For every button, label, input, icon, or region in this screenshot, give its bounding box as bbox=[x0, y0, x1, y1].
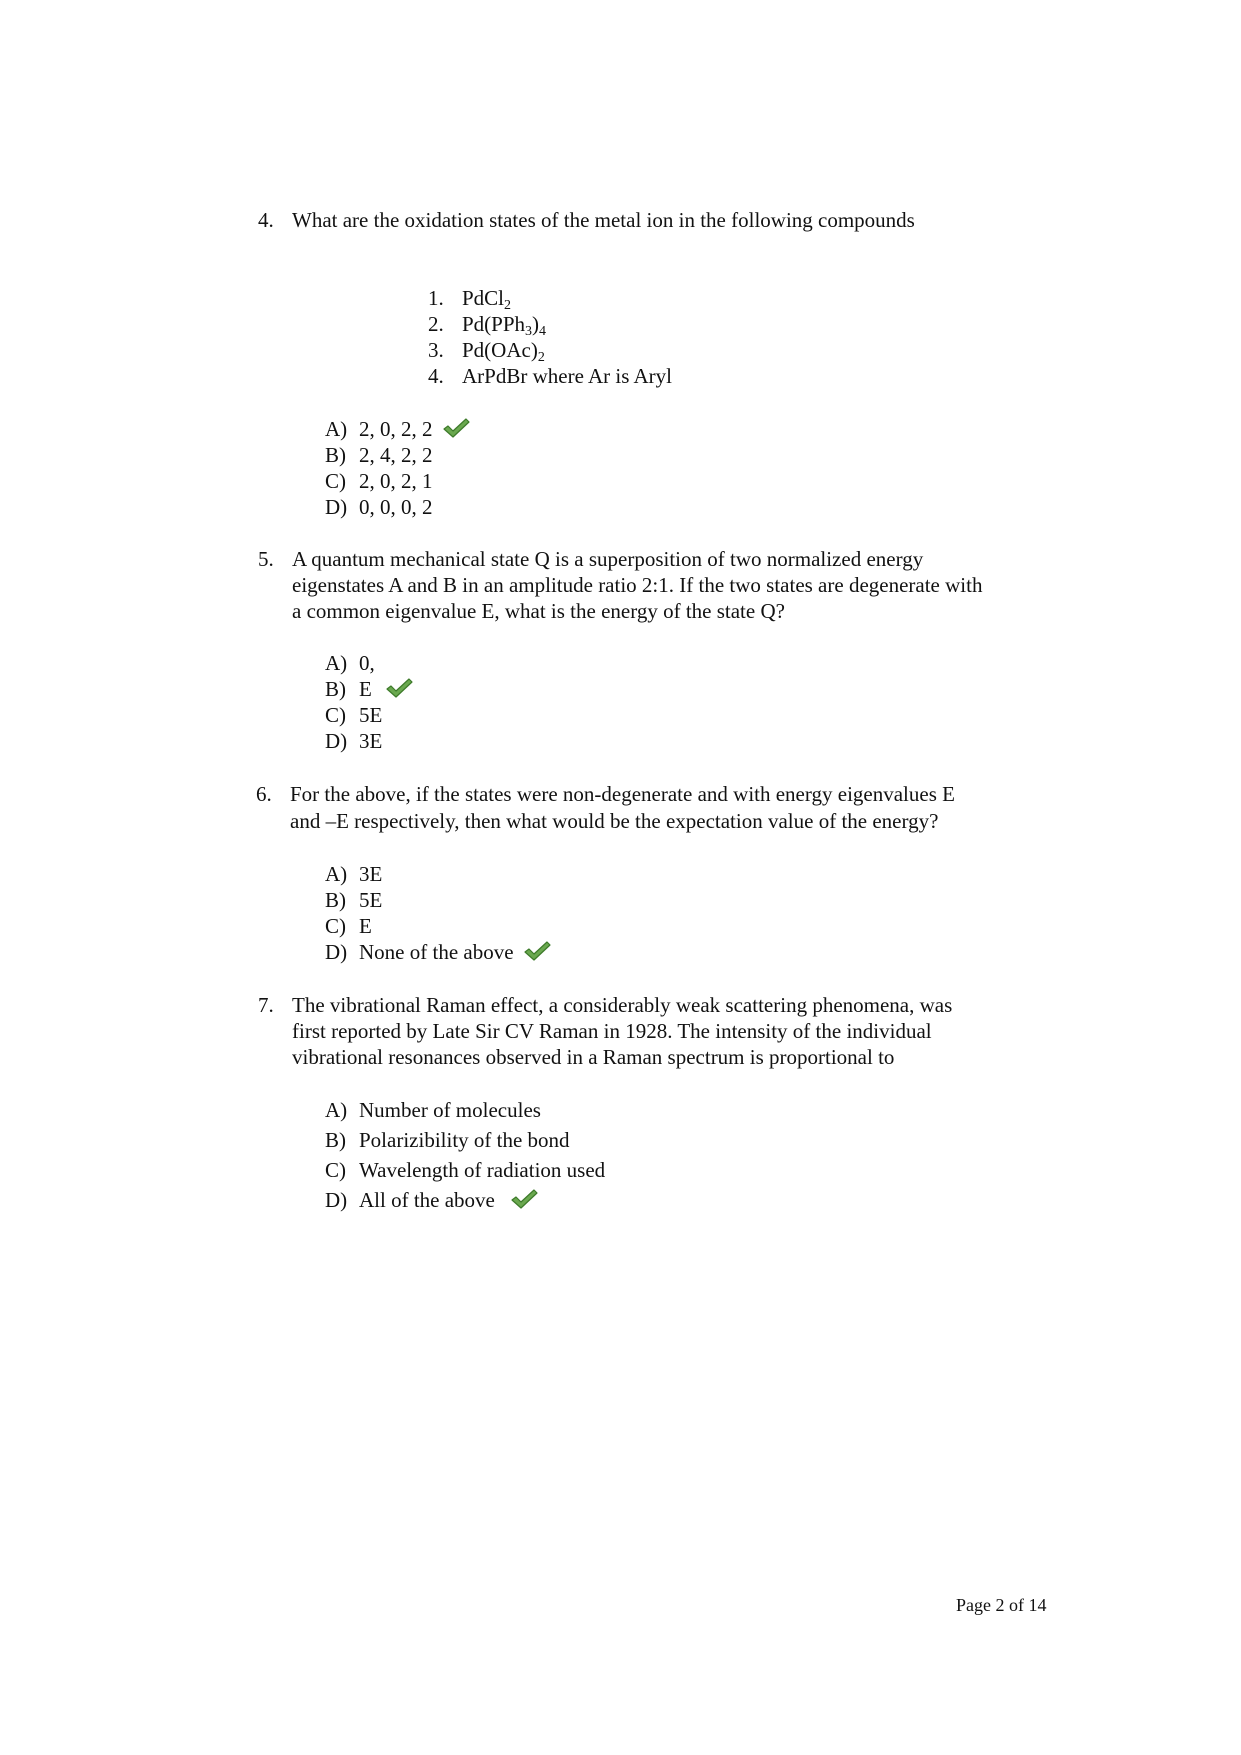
question-text-line: A quantum mechanical state Q is a superposition of two normalized energy bbox=[292, 547, 924, 571]
compound-item: 3. $Pd(OAc)_2$ bbox=[428, 338, 545, 365]
option-b[interactable]: B) 5E bbox=[325, 888, 383, 912]
question-text-line: and –E respectively, then what would be the expectation value of the energy? bbox=[290, 809, 939, 833]
question-text-line: first reported by Late Sir CV Raman in 1928. The intensity of the individual bbox=[292, 1019, 932, 1043]
option-d[interactable]: D) None of the above bbox=[325, 939, 551, 965]
option-a[interactable]: A) 2, 0, 2, 2 bbox=[325, 416, 470, 442]
question-number: 6. bbox=[256, 782, 272, 806]
checkmark-icon bbox=[442, 416, 470, 440]
option-a[interactable]: A) 0, bbox=[325, 651, 375, 675]
question-text-line: a common eigenvalue E, what is the energy of the state Q? bbox=[292, 599, 785, 623]
question-number: 7. bbox=[258, 993, 274, 1017]
option-c[interactable]: C) E bbox=[325, 914, 372, 938]
option-b[interactable]: B) 2, 4, 2, 2 bbox=[325, 443, 433, 467]
question-text: What are the oxidation states of the metal ion in the following compounds bbox=[292, 208, 915, 232]
question-text-line: eigenstates A and B in an amplitude ratio 2:1. If the two states are degenerate with bbox=[292, 573, 983, 597]
option-d[interactable]: D) All of the above bbox=[325, 1187, 538, 1213]
question-text-line: vibrational resonances observed in a Raman spectrum is proportional to bbox=[292, 1045, 895, 1069]
option-b[interactable]: B) Polarizibility of the bond bbox=[325, 1128, 570, 1152]
checkmark-icon bbox=[385, 676, 413, 700]
option-c[interactable]: C) 2, 0, 2, 1 bbox=[325, 469, 433, 493]
checkmark-icon bbox=[523, 939, 551, 963]
compound-item: 4. ArPdBr where Ar is Aryl bbox=[428, 364, 672, 388]
question-number: 5. bbox=[258, 547, 274, 571]
option-d[interactable]: D) 3E bbox=[325, 729, 383, 753]
question-number: 4. bbox=[258, 208, 274, 232]
option-a[interactable]: A) Number of molecules bbox=[325, 1098, 541, 1122]
compound-item: 1. PdCl$_2$ bbox=[428, 286, 512, 313]
option-d[interactable]: D) 0, 0, 0, 2 bbox=[325, 495, 433, 519]
question-text-line: For the above, if the states were non-degenerate and with energy eigenvalues E bbox=[290, 782, 955, 806]
option-a[interactable]: A) 3E bbox=[325, 862, 383, 886]
page-number-footer: Page 2 of 14 bbox=[956, 1595, 1047, 1615]
option-c[interactable]: C) 5E bbox=[325, 703, 383, 727]
question-4-stem bbox=[258, 207, 915, 233]
question-text-line: The vibrational Raman effect, a considerably weak scattering phenomena, was bbox=[292, 993, 953, 1017]
compound-item: 2. $Pd(PPh_3)_4$ bbox=[428, 312, 547, 339]
checkmark-icon bbox=[510, 1187, 538, 1211]
option-c[interactable]: C) Wavelength of radiation used bbox=[325, 1158, 606, 1182]
option-b[interactable]: B) E bbox=[325, 676, 413, 702]
